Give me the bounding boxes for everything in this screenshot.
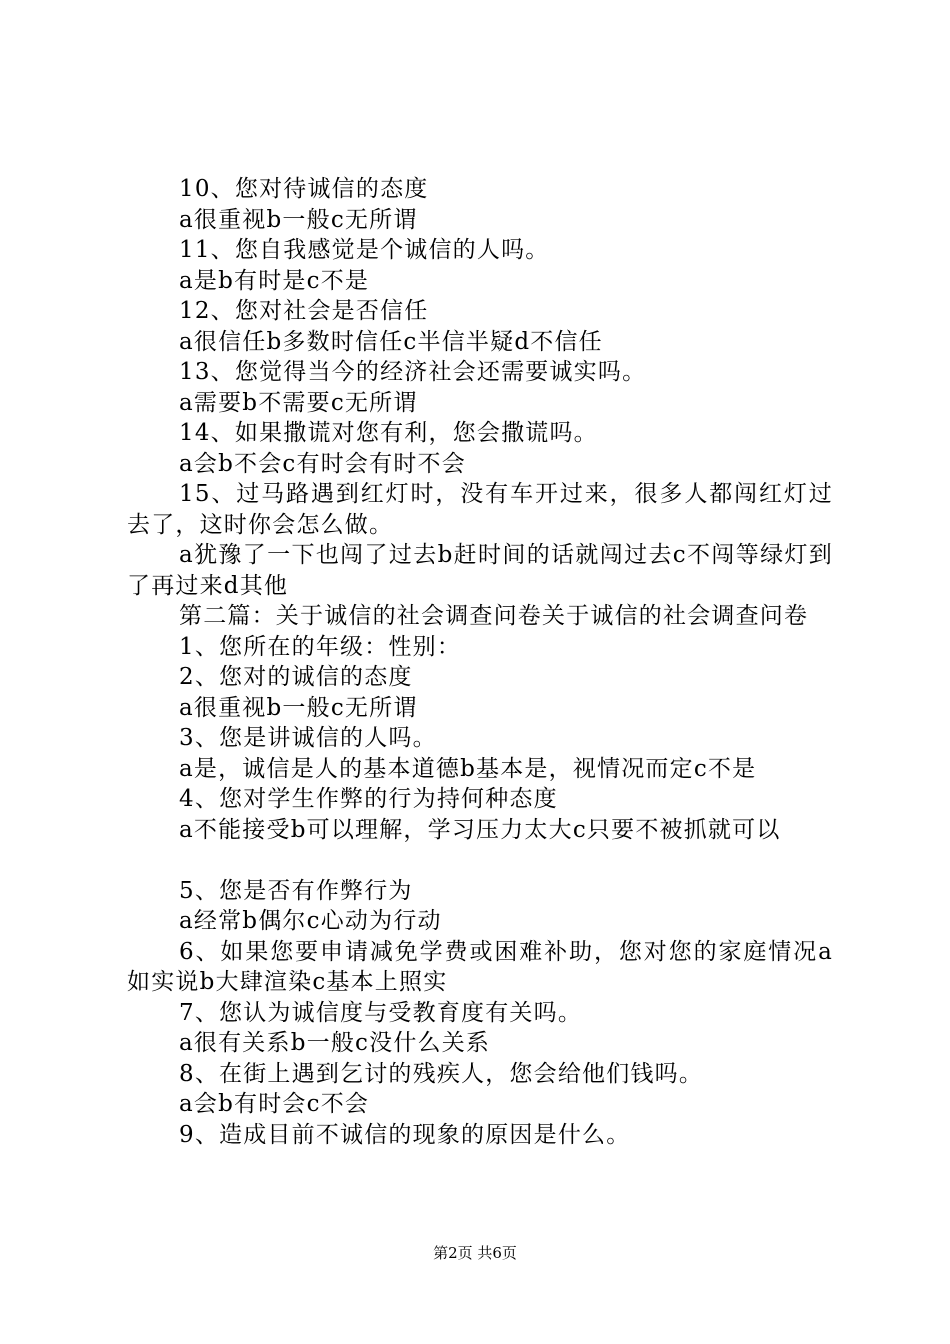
answer-5: a经常b偶尔c心动为行动	[179, 908, 442, 934]
question-4: 4、您对学生作弊的行为持何种态度	[179, 786, 558, 812]
question-3: 3、您是讲诚信的人吗。	[179, 725, 437, 751]
page-footer: 第2页 共6页	[433, 1244, 517, 1262]
question-5: 5、您是否有作弊行为	[179, 877, 413, 904]
answer-8: a会b有时会c不会	[179, 1091, 370, 1117]
blank-line	[127, 845, 833, 876]
answer-10: a很重视b一般c无所谓	[179, 206, 418, 233]
question-11: 11、您自我感觉是个诚信的人吗。	[179, 237, 550, 263]
question-15: 15、过马路遇到红灯时，没有车开过来，很多人都闯红灯过去了，这时你会怎么做。	[127, 481, 833, 538]
document-body	[127, 174, 833, 1150]
answer-4: a不能接受b可以理解，学习压力太大c只要不被抓就可以	[179, 816, 781, 843]
question-14: 14、如果撒谎对您有利，您会撒谎吗。	[179, 420, 598, 446]
answer-11: a是b有时是c不是	[179, 267, 370, 294]
question-1: 1、您所在的年级：性别：	[179, 633, 462, 660]
question-8: 8、在街上遇到乞讨的残疾人，您会给他们钱吗。	[179, 1060, 704, 1087]
question-12: 12、您对社会是否信任	[179, 298, 429, 324]
question-13: 13、您觉得当今的经济社会还需要诚实吗。	[179, 359, 647, 385]
answer-15: a犹豫了一下也闯了过去b赶时间的话就闯过去c不闯等绿灯到了再过来d其他	[127, 542, 833, 599]
question-2: 2、您对的诚信的态度	[179, 664, 413, 690]
answer-13: a需要b不需要c无所谓	[179, 389, 418, 416]
question-10: 10、您对待诚信的态度	[179, 176, 429, 202]
question-9: 9、造成目前不诚信的现象的原因是什么。	[179, 1121, 631, 1148]
answer-3: a是，诚信是人的基本道德b基本是，视情况而定c不是	[179, 755, 757, 782]
answer-7: a很有关系b一般c没什么关系	[179, 1030, 491, 1056]
answer-12: a很信任b多数时信任c半信半疑d不信任	[179, 328, 603, 355]
answer-2: a很重视b一般c无所谓	[179, 694, 418, 721]
question-6: 6、如果您要申请减免学费或困难补助，您对您的家庭情况a如实说b大肆渲染c基本上照实	[127, 938, 833, 995]
answer-14: a会b不会c有时会有时不会	[179, 450, 466, 477]
question-7: 7、您认为诚信度与受教育度有关吗。	[179, 999, 583, 1026]
section-heading: 第二篇：关于诚信的社会调查问卷关于诚信的社会调查问卷	[179, 603, 809, 629]
